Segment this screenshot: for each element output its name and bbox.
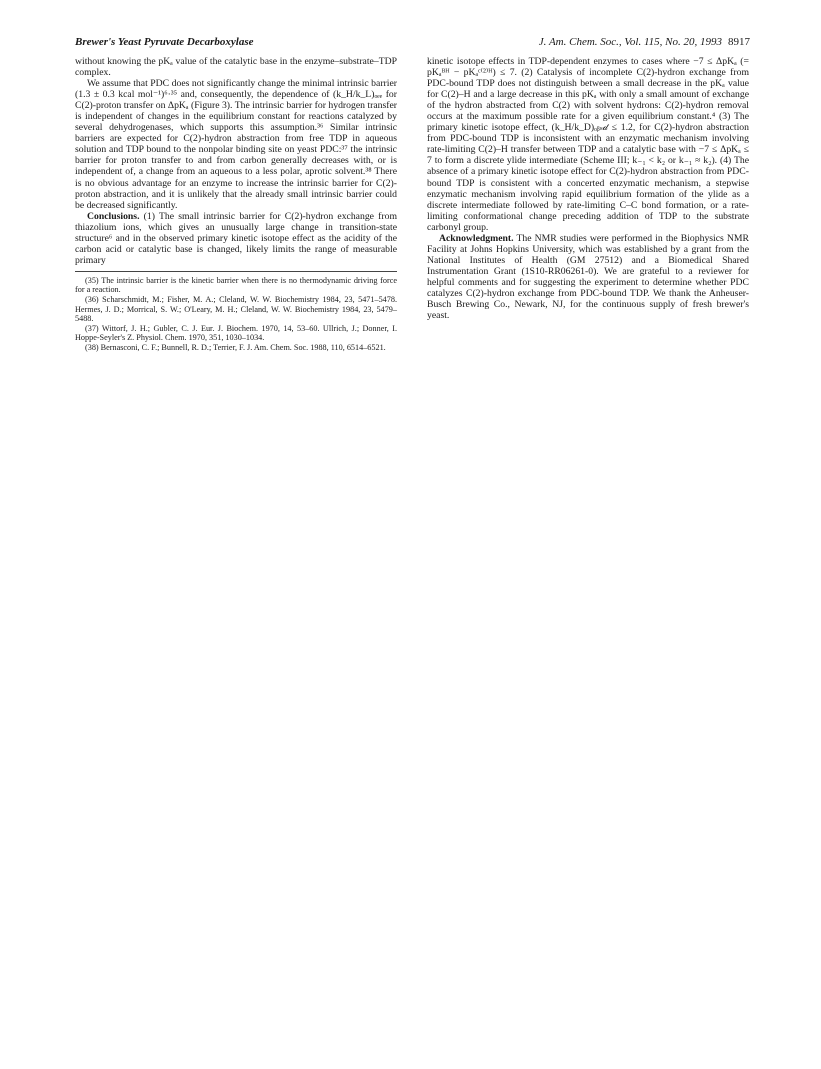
footnote-divider [75, 271, 397, 272]
footnotes [75, 276, 397, 353]
paragraph-acknowledgment [427, 233, 749, 321]
footnote-38: (38) Bernasconi, C. F.; Bunnell, R. D.; Terrier, F. J. Am. Chem. Soc. 1988, 110, 6514–6521. [85, 343, 386, 353]
right-column [427, 56, 749, 321]
page-number: 8917 [728, 36, 750, 48]
left-column [75, 56, 397, 353]
paragraph-intrinsic-barrier: We assume that PDC does not significantly change the minimal intrinsic barrier (1.3 ± 0.3 kcal mol⁻¹)⁶·³⁵ and, consequently, the dependence of (k_H/k_L)ₒₑₑ for C(2)-proton transfer on ΔpKₐ (Figure 3). The intrinsic barrier for hydrogen transfer is independent of changes in the equilibrium constant for reactions catalyzed by several dehydrogenases, which supports this assumption.³⁶ Similar intrinsic barriers are expected for C(2)-hydron abstraction from free TDP in aqueous solution and TDP bound to the nonpolar binding site on yeast PDC:³⁷ the intrinsic barrier for proton transfer to and from carbon generally decreases with, or is independent of, a change from an aqueous to a less polar, aprotic solvent.³⁸ There is no obvious advantage for an enzyme to increase the intrinsic barrier for C(2)-proton abstraction, and it is unlikely that the already small intrinsic barrier could be decreased significantly. [75, 78, 397, 211]
header-journal: J. Am. Chem. Soc., Vol. 115, No. 20, 1993 [538, 36, 722, 48]
paragraph-conclusions-continued: kinetic isotope effects in TDP-dependent enzymes to cases where −7 ≤ ΔpKₐ (= pKₐᴮᴴ − pKₐᶜ⁽²⁾ᴴ) ≤ 7. (2) Catalysis of incomplete C(2)-hydron exchange from PDC-bound TDP does not distinguish between a small decrease in the pKₐ value for C(2)–H and a large decrease in this pKₐ with only a small amount of exchange of the hydron abstracted from C(2) with solvent hydrons: C(2)-hydron removal occurs at the maximum possible rate for a given equilibrium constant.⁴ (3) The primary kinetic isotope effect, (k_H/k_D)ₒᵦₛ𝒹 ≤ 1.2, for C(2)-hydron abstraction from PDC-bound TDP is inconsistent with an enzymatic mechanism involving rate-limiting C(2)–H transfer between TDP and a catalytic base with −7 ≤ ΔpKₐ ≤ 7 to form a discrete ylide intermediate (Scheme III; k₋₁ < k₂ or k₋₁ ≈ k₂). (4) The absence of a primary kinetic isotope effect for C(2)-hydron abstraction from PDC-bound TDP is consistent with a concerted enzymatic mechanism, a stepwise enzymatic mechanism involving rapid equilibrium formation of the ylide as a discrete intermediate followed by rate-limiting C–C bond formation, or a rate-limiting conformational change preceding addition of TDP to the substrate carbonyl group. [427, 56, 749, 233]
footnote-35: (35) The intrinsic barrier is the kinetic barrier when there is no thermodynamic driving force for a reaction. [75, 275, 397, 295]
paragraph-continued: without knowing the pKₐ value of the catalytic base in the enzyme–substrate–TDP complex. [75, 56, 397, 79]
acknowledgment-heading: Acknowledgment. [439, 232, 514, 244]
conclusions-text: (1) The small intrinsic barrier for C(2)-hydron exchange from thiazolium ions, which gives an unusually large change in transition-state structure⁶ and in the observed primary kinetic isotope effect as the acidity of the carbon acid or catalytic base is changed, likely limits the range of measurable primary [75, 210, 397, 266]
header-journal-citation [539, 36, 750, 48]
footnote-37: (37) Wittorf, J. H.; Gubler, C. J. Eur. J. Biochem. 1970, 14, 53–60. Ullrich, J.; Donner, I. Hoppe-Seyler's Z. Physiol. Chem. 1970, 351, 1030–1034. [75, 323, 397, 343]
acknowledgment-text: The NMR studies were performed in the Biophysics NMR Facility at Johns Hopkins University, which was established by a grant from the National Institutes of Health (GM 27512) and a Biomedical Shared Instrumentation Grant (1S10-RR06261-0). We are grateful to a reviewer for helpful comments and for suggesting the experiment to determine whether PDC catalyzes C(2)-hydron exchange from PDC-bound TDP. We thank the Anheuser-Busch Brewing Co., Newark, NJ, for the continuous supply of fresh brewer's yeast. [427, 232, 749, 322]
footnote-36: (36) Scharschmidt, M.; Fisher, M. A.; Cleland, W. W. Biochemistry 1984, 23, 5471–5478. Hermes, J. D.; Morrical, S. W.; O'Leary, M. H.; Cleland, W. W. Biochemistry 1984, 23, 5479–5488. [75, 295, 397, 324]
running-header [75, 36, 750, 52]
paragraph-conclusions [75, 211, 397, 266]
header-short-title: Brewer's Yeast Pyruvate Decarboxylase [75, 36, 254, 48]
conclusions-heading: Conclusions. [87, 210, 140, 222]
